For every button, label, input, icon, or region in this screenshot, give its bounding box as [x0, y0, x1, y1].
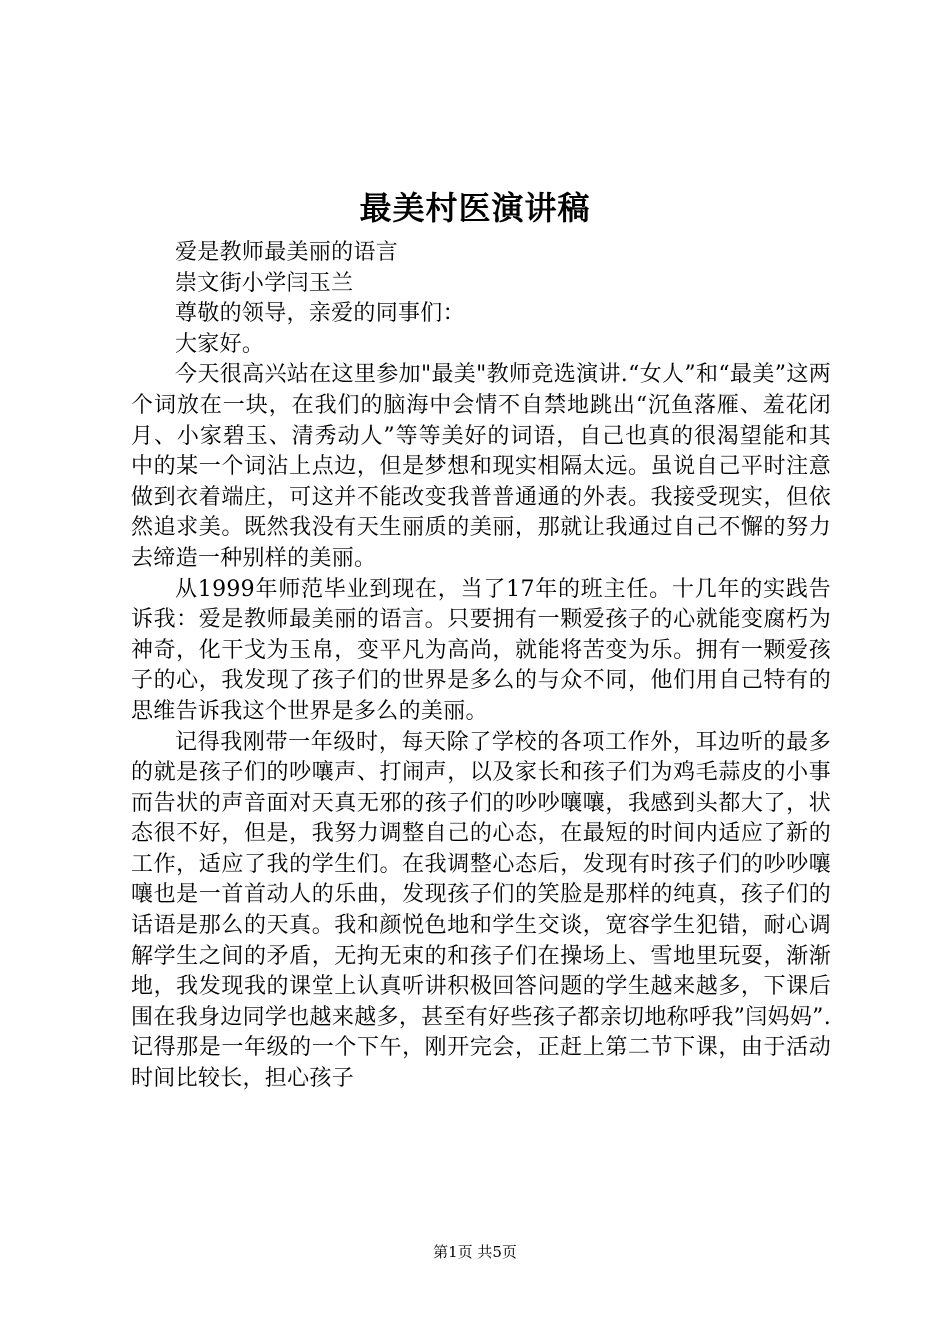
salutation: 尊敬的领导，亲爱的同事们：	[175, 301, 465, 327]
speaker-line: 崇文街小学闫玉兰	[175, 270, 354, 296]
paragraph-intro: 今天很高兴站在这里参加"最美"教师竞选演讲.“女人”和“最美”这两个词放在一块，在我们的脑海中会情不自禁地跳出“沉鱼落雁、羞花闭月、小家碧玉、清秀动人”等等美好的词语，自己也真的很渴望能和其中的某一个词沾上点边，但是梦想和现实相隔太远。虽说自己平时注意做到衣着端庄，可这并不能改变我普普通通的外表。我接受现实，但依然追求美。既然我没有天生丽质的美丽，那就让我通过自己不懈的努力去缔造一种别样的美丽。	[131, 362, 831, 571]
document-body	[131, 238, 831, 1095]
paragraph-experience: 从1999年师范毕业到现在，当了17年的班主任。十几年的实践告诉我：爱是教师最美丽的语言。只要拥有一颗爱孩子的心就能变腐朽为神奇，化干戈为玉帛，变平凡为高尚，就能将苦变为乐。拥有一颗爱孩子的心，我发现了孩子们的世界是多么的与众不同，他们用自己特有的思维告诉我这个世界是多么的美丽。	[131, 576, 831, 724]
paragraph-first-grade: 记得我刚带一年级时，每天除了学校的各项工作外，耳边听的最多的就是孩子们的吵嚷声、打闹声，以及家长和孩子们为鸡毛蒜皮的小事而告状的声音面对天真无邪的孩子们的吵吵嚷嚷，我感到头都大了，状态很不好，但是，我努力调整自己的心态，在最短的时间内适应了新的工作，适应了我的学生们。在我调整心态后，发现有时孩子们的吵吵嚷嚷也是一首首动人的乐曲，发现孩子们的笑脸是那样的纯真，孩子们的话语是那么的天真。我和颜悦色地和学生交谈，宽容学生犯错，耐心调解学生之间的矛盾，无拘无束的和孩子们在操场上、雪地里玩耍，渐渐地，我发现我的课堂上认真听讲积极回答问题的学生越来越多，下课后围在我身边同学也越来越多，甚至有好些孩子都亲切地称呼我”闫妈妈”.记得那是一年级的一个下午，刚开完会，正赶上第二节下课，由于活动时间比较长，担心孩子	[131, 729, 831, 1092]
document-title: 最美村医演讲稿	[359, 189, 591, 227]
speech-subtitle: 爱是教师最美丽的语言	[175, 240, 399, 265]
greeting: 大家好。	[175, 331, 265, 357]
page-footer: 第1页 共5页	[433, 1243, 517, 1261]
